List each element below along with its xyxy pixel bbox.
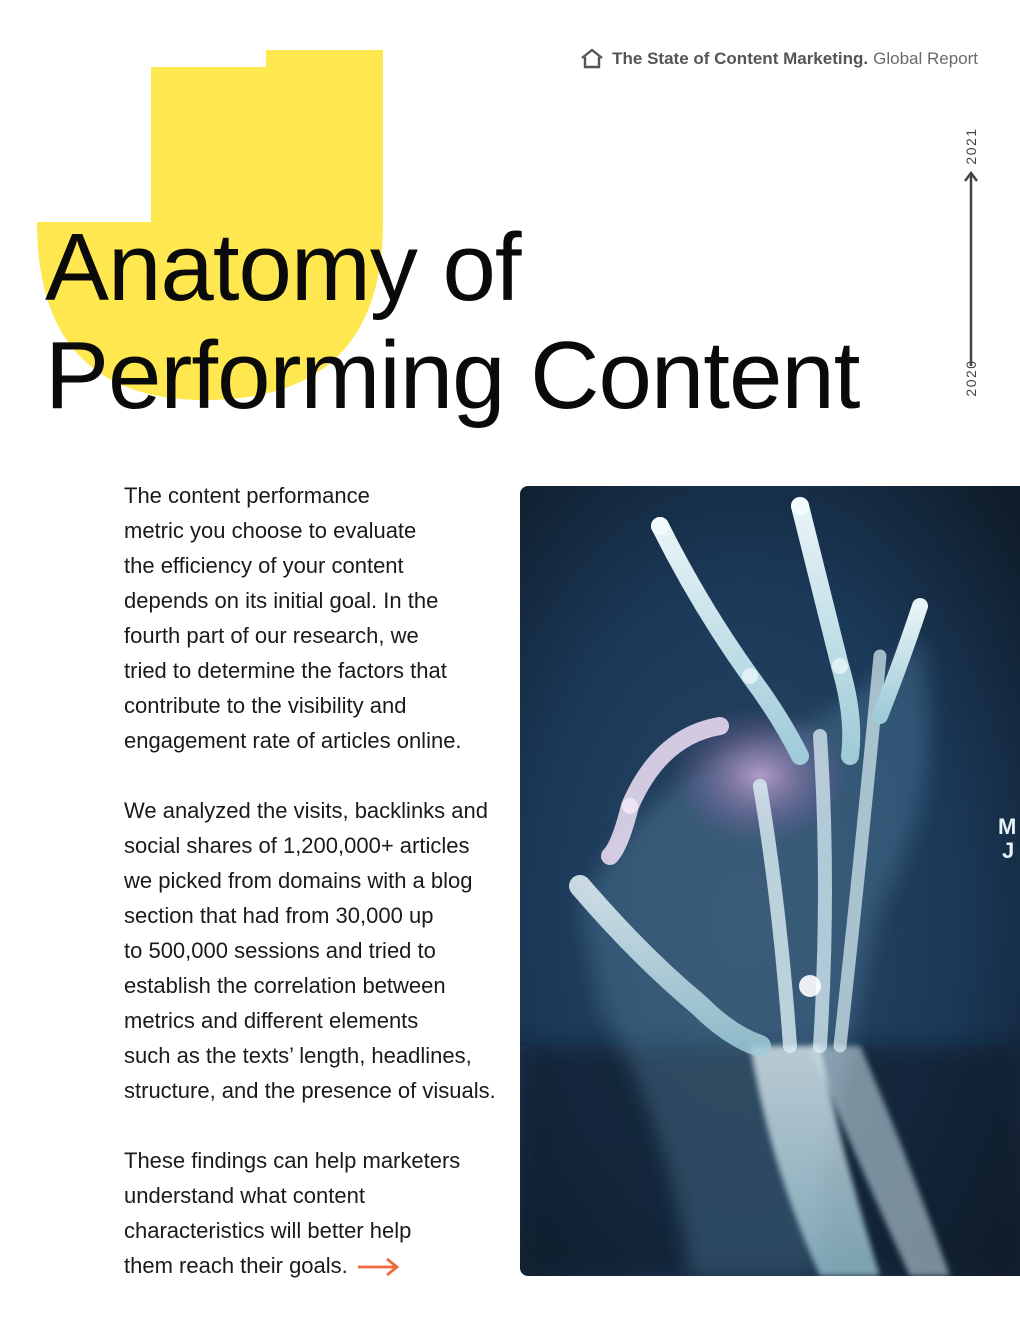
year-timeline xyxy=(956,120,986,410)
arrow-right-icon[interactable] xyxy=(356,1257,400,1277)
report-header xyxy=(580,48,978,70)
title-line-2: Performing Content xyxy=(45,322,860,429)
intro-paragraph-3 xyxy=(124,1143,514,1283)
arrow-up-icon xyxy=(963,170,979,370)
timeline-end-year: 2021 xyxy=(963,127,979,165)
intro-text xyxy=(124,478,514,1283)
title-line-1: Anatomy of xyxy=(45,214,521,321)
timeline-start-year: 2020 xyxy=(963,359,979,397)
intro-paragraph-1: The content performance metric you choose to evaluate the efficiency of your content depends on its initial goal. In the fourth part of our research, we tried to determine the factors that contribute to the visibility and engagement rate of articles online. xyxy=(124,483,462,753)
xray-film-label: M xyxy=(998,814,1017,839)
report-subtitle: Global Report xyxy=(873,49,978,68)
page-title xyxy=(45,214,859,430)
svg-text:J: J xyxy=(1002,838,1015,863)
intro-paragraph-3-text: These findings can help marketers understand what content characteristics will better help them reach their goals. xyxy=(124,1148,461,1278)
intro-paragraph-2: We analyzed the visits, backlinks and social shares of 1,200,000+ articles we picked from domains with a blog section that had from 30,000 up to 500,000 sessions and tried to establish the correlation between metrics and different elements such as the texts’ length, headlines, structure, and the presence of visuals. xyxy=(124,798,496,1103)
home-icon xyxy=(580,48,604,70)
report-title: The State of Content Marketing. xyxy=(612,49,869,68)
xray-hand-photo xyxy=(520,486,1020,1276)
